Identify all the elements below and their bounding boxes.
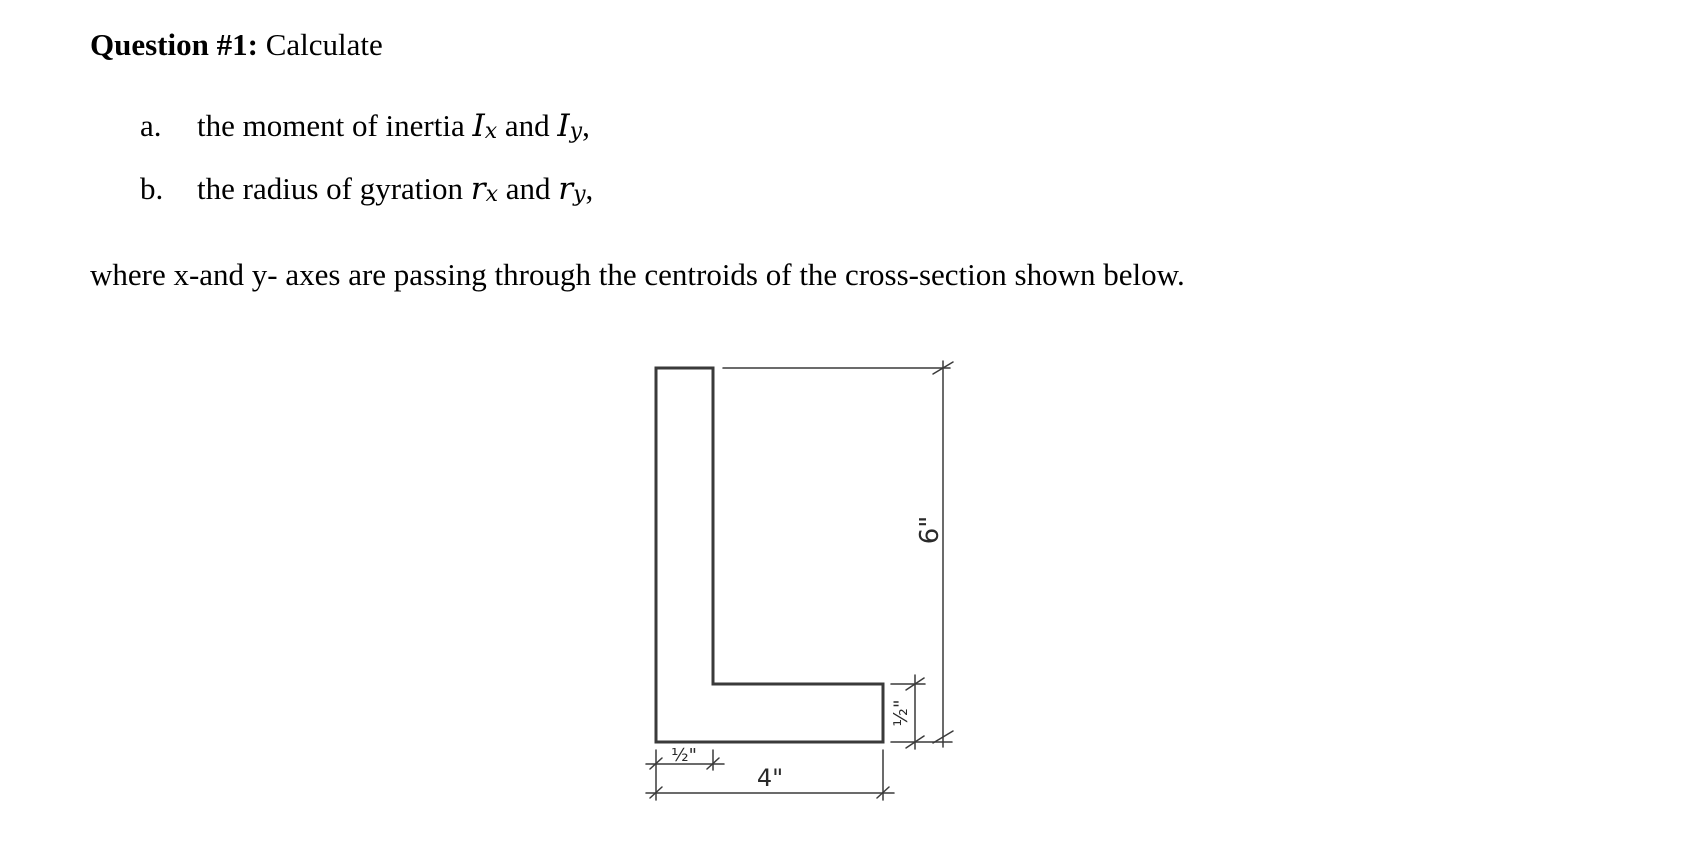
item-end: , (585, 171, 594, 206)
item-text: the radius of gyration (197, 171, 464, 206)
list-marker: a. (140, 108, 162, 143)
item-joiner: and (505, 171, 551, 206)
symbol-rx: $r_x$ (470, 171, 499, 207)
l-section-outline (656, 368, 883, 742)
dimension-label-width: 4" (756, 764, 784, 792)
symbol-iy: $I_y$ (557, 108, 583, 144)
question-heading (90, 26, 383, 64)
list-marker: b. (140, 171, 164, 206)
dimension-label-flange: ½" (890, 699, 912, 727)
list-item-a (140, 107, 590, 149)
symbol-ix: $I_x$ (472, 108, 498, 144)
list-item-b (140, 170, 593, 212)
cross-section-drawing (620, 345, 980, 815)
item-text: the moment of inertia (197, 108, 465, 143)
question-title: Calculate (265, 27, 383, 62)
problem-statement: where x-and y- axes are passing through the centroids of the cross-section shown below. (90, 257, 1185, 292)
dimension-label-height: 6" (915, 515, 945, 545)
symbol-ry: $r_y$ (558, 171, 586, 207)
item-end: , (582, 108, 590, 143)
item-joiner: and (504, 108, 550, 143)
cross-section-figure (620, 345, 980, 815)
dimension-label-web: ½" (671, 745, 697, 766)
question-number: Question #1: (90, 27, 258, 62)
